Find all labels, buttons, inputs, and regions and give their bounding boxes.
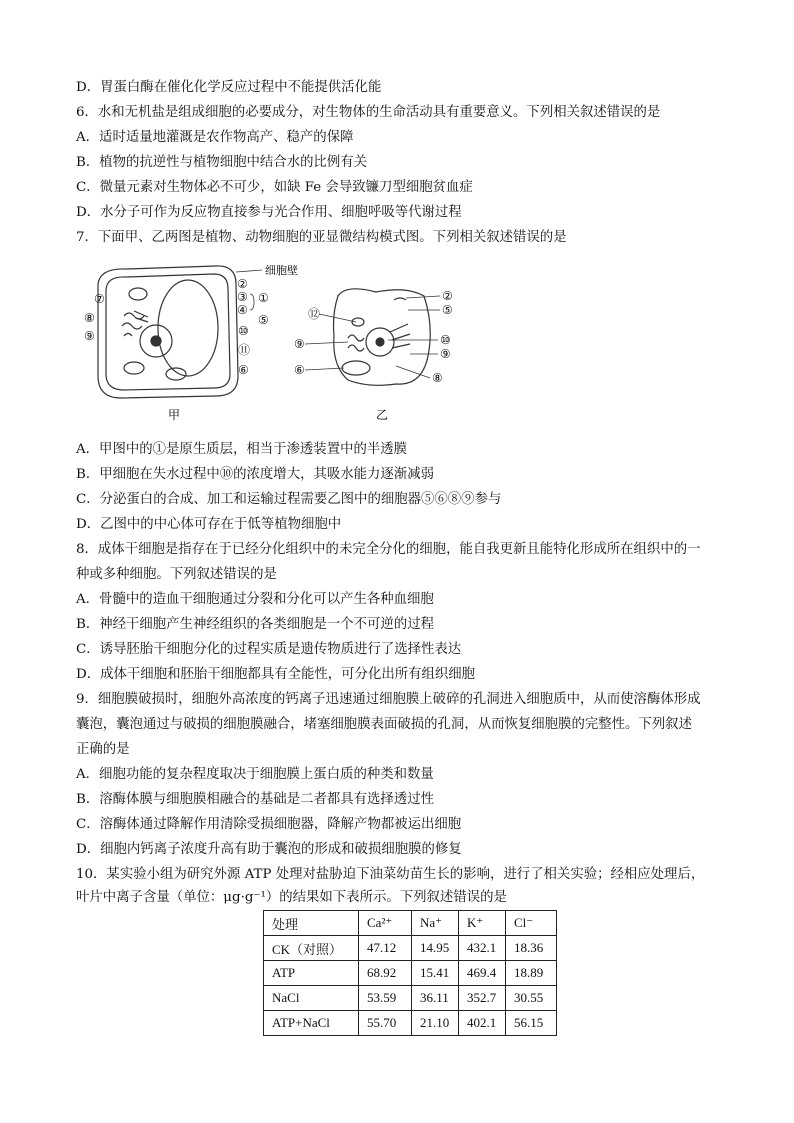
table-cell: 30.55 [506,986,557,1011]
plant-cell-jia [98,266,238,398]
cell-structure-diagram [76,256,476,426]
q7-option-d: D．乙图中的中心体可存在于低等植物细胞中 [76,517,342,532]
label-10-yi: ⑩ [440,333,451,347]
q5-option-d: D．胃蛋白酶在催化化学反应过程中不能提供活化能 [76,80,382,95]
label-6-jia: ⑥ [238,363,249,377]
table-row [264,986,557,1011]
table-cell: CK（对照） [264,936,359,961]
table-cell: ATP [264,961,359,986]
table-header: Ca²⁺ [359,911,412,936]
label-9-jia: ⑨ [84,329,95,343]
label-5-jia: ⑤ [258,313,269,327]
q6-option-b: B．植物的抗逆性与植物细胞中结合水的比例有关 [76,155,368,170]
label-2-yi: ② [442,289,453,303]
label-6-yi: ⑥ [294,363,305,377]
table-header: Cl⁻ [506,911,557,936]
label-12-yi: ⑫ [308,307,321,321]
mitochondrion-jia [166,368,186,380]
q6-option-a: A．适时适量地灌溉是农作物高产、稳产的保障 [76,130,354,145]
animal-cell-yi [334,289,431,386]
table-cell: 14.95 [412,936,459,961]
table-row [264,1011,557,1036]
q9-stem-cont2: 正确的是 [76,742,130,757]
mitochondrion-yi [342,361,370,375]
chloroplast-1 [129,288,147,300]
q9-option-a: A．细胞功能的复杂程度取决于细胞膜上蛋白质的种类和数量 [76,767,434,782]
table-cell: 53.59 [359,986,412,1011]
table-header: 处理 [264,911,359,936]
q7-option-c: C．分泌蛋白的合成、加工和运输过程需要乙图中的细胞器⑤⑥⑧⑨参与 [76,492,502,507]
q9-option-b: B．溶酶体膜与细胞膜相融合的基础是二者都具有选择透过性 [76,792,434,807]
table-cell: NaCl [264,986,359,1011]
table-row [264,961,557,986]
golgi-jia [134,311,148,322]
q7-option-a: A．甲图中的①是原生质层，相当于渗透装置中的半透膜 [76,442,408,457]
table-cell: 47.12 [359,936,412,961]
table-header-row [264,911,557,936]
ion-content-table [263,910,557,1036]
q8-option-c: C．诱导胚胎干细胞分化的过程实质是遗传物质进行了选择性表达 [76,642,462,657]
label-9-yi: ⑨ [294,337,305,351]
table-cell: 18.89 [506,961,557,986]
table-cell: 21.10 [412,1011,459,1036]
cell-diagram-svg [76,256,476,426]
table-cell: 15.41 [412,961,459,986]
q9-stem: 9．细胞膜破损时，细胞外高浓度的钙离子迅速通过细胞膜上破碎的孔洞进入细胞质中，从而使溶酶体形成 [76,692,701,707]
table-cell: ATP+NaCl [264,1011,359,1036]
q6-option-c: C．微量元素对生物体必不可少，如缺 Fe 会导致镰刀型细胞贫血症 [76,180,473,195]
table-header: Na⁺ [412,911,459,936]
table-cell: 55.70 [359,1011,412,1036]
centriole-yi [352,318,364,326]
q6-option-d: D．水分子可作为反应物直接参与光合作用、细胞呼吸等代谢过程 [76,205,462,220]
q10-stem: 10．某实验小组为研究外源 ATP 处理对盐胁迫下油菜幼苗生长的影响，进行了相关实验；经相应处理后， [76,867,705,882]
label-yi: 乙 [376,408,389,422]
label-9b-yi: ⑨ [440,347,451,361]
table-cell: 469.4 [459,961,506,986]
q9-option-c: C．溶酶体通过降解作用清除受损细胞器，降解产物都被运出细胞 [76,817,462,832]
table-cell: 432.1 [459,936,506,961]
q8-stem-cont: 种或多种细胞。下列叙述错误的是 [76,567,277,582]
label-1-jia: ① [258,291,269,305]
cell-wall-label: 细胞壁 [265,264,298,277]
table-cell: 352.7 [459,986,506,1011]
label-5-yi: ⑤ [442,303,453,317]
table-cell: 56.15 [506,1011,557,1036]
q7-stem: 7．下面甲、乙两图是植物、动物细胞的亚显微结构模式图。下列相关叙述错误的是 [76,230,567,245]
label-8-yi: ⑧ [432,371,443,385]
label-4-jia: ④ [237,303,248,317]
q8-option-b: B．神经干细胞产生神经组织的各类细胞是一个不可逆的过程 [76,617,434,632]
label-jia: 甲 [168,408,181,422]
table-cell: 402.1 [459,1011,506,1036]
q8-option-d: D．成体干细胞和胚胎干细胞都具有全能性，可分化出所有组织细胞 [76,667,476,682]
q10-stem-cont: 叶片中离子含量（单位：μg·g⁻¹）的结果如下表所示。下列叙述错误的是 [76,890,507,905]
label-11-jia: ⑪ [238,343,251,357]
central-vacuole [158,280,218,376]
q9-option-d: D．细胞内钙离子浓度升高有助于囊泡的形成和破损细胞膜的修复 [76,842,462,857]
chloroplast-2 [124,362,144,374]
table-header: K⁺ [459,911,506,936]
nucleolus-jia [151,336,161,346]
table-cell: 36.11 [412,986,459,1011]
table-row [264,936,557,961]
endoplasmic-reticulum-jia [122,313,144,336]
ribosome-yi [394,298,406,300]
label-2-jia: ② [237,277,248,291]
endoplasmic-reticulum-yi [348,335,364,351]
label-8-jia: ⑧ [84,311,95,325]
nucleolus-yi [376,338,384,346]
q9-stem-cont1: 囊泡，囊泡通过与破损的细胞膜融合，堵塞细胞膜表面破损的孔洞，从而恢复细胞膜的完整性。下列叙述 [76,717,692,732]
label-10-jia: ⑩ [238,324,249,338]
table-cell: 68.92 [359,961,412,986]
q6-stem: 6．水和无机盐是组成细胞的必要成分，对生物体的生命活动具有重要意义。下列相关叙述错误的是 [76,105,661,120]
q7-option-b: B．甲细胞在失水过程中⑩的浓度增大，其吸水能力逐渐减弱 [76,467,434,482]
table-cell: 18.36 [506,936,557,961]
q8-stem: 8．成体干细胞是指存在于已经分化组织中的未完全分化的细胞，能自我更新且能特化形成所在组织中的一 [76,542,701,557]
label-7-jia: ⑦ [94,292,105,306]
q8-option-a: A．骨髓中的造血干细胞通过分裂和分化可以产生各种血细胞 [76,592,434,607]
label-3-jia: ③ [237,290,248,304]
